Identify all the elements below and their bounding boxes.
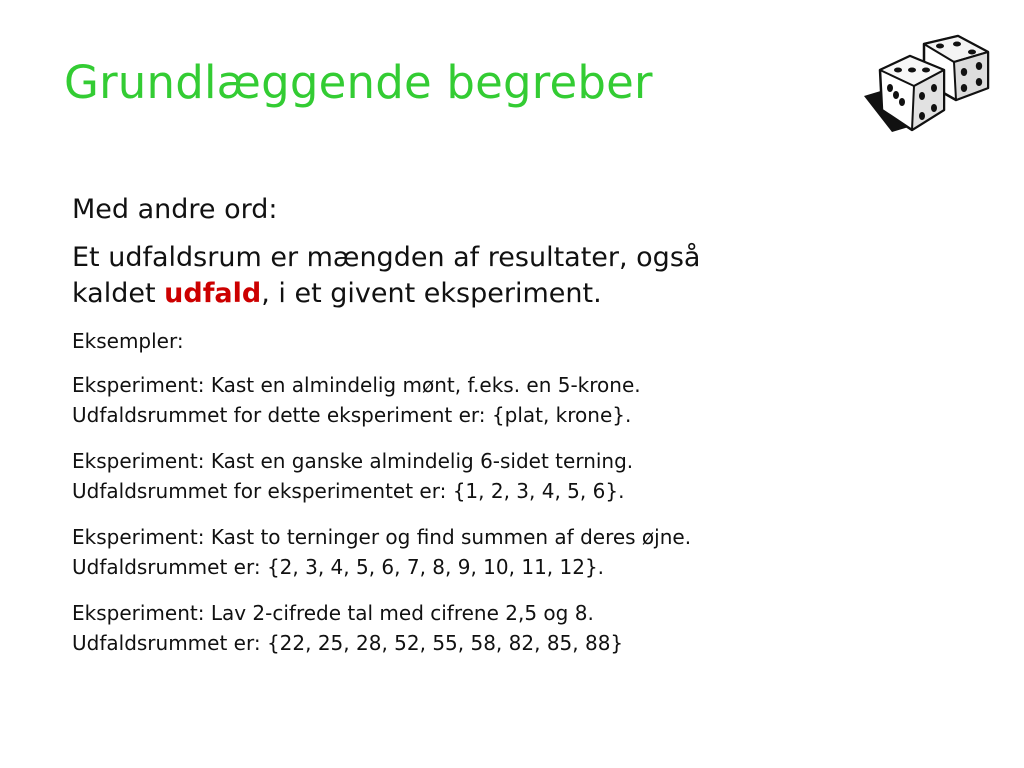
example-experiment: Eksperiment: Kast en ganske almindelig 6-sidet terning. <box>72 449 634 473</box>
definition-suffix: , i et givent eksperiment. <box>261 278 602 309</box>
example-block <box>72 598 972 658</box>
definition-line-2 <box>72 276 972 312</box>
example-experiment: Eksperiment: Kast en almindelig mønt, f.eks. en 5-krone. <box>72 373 641 397</box>
definition-text <box>72 240 972 312</box>
definition-line-1: Et udfaldsrum er mængden af resultater, også <box>72 242 701 273</box>
slide-title: Grundlæggende begreber <box>64 56 653 109</box>
example-outcome: Udfaldsrummet for eksperimentet er: {1, 2, 3, 4, 5, 6}. <box>72 479 625 503</box>
example-outcome: Udfaldsrummet er: {2, 3, 4, 5, 6, 7, 8, 9, 10, 11, 12}. <box>72 555 605 579</box>
example-outcome: Udfaldsrummet er: {22, 25, 28, 52, 55, 58, 82, 85, 88} <box>72 631 624 655</box>
example-block <box>72 522 972 582</box>
dice-icon <box>862 30 994 134</box>
definition-keyword: udfald <box>164 278 262 309</box>
examples-heading: Eksempler: <box>72 329 184 353</box>
slide-content <box>72 192 972 674</box>
example-outcome: Udfaldsrummet for dette eksperiment er: {plat, krone}. <box>72 403 632 427</box>
example-block <box>72 370 972 430</box>
definition-prefix: kaldet <box>72 278 165 309</box>
intro-text: Med andre ord: <box>72 194 278 225</box>
example-experiment: Eksperiment: Lav 2-cifrede tal med cifrene 2,5 og 8. <box>72 601 594 625</box>
example-experiment: Eksperiment: Kast to terninger og find summen af deres øjne. <box>72 525 692 549</box>
example-block <box>72 446 972 506</box>
